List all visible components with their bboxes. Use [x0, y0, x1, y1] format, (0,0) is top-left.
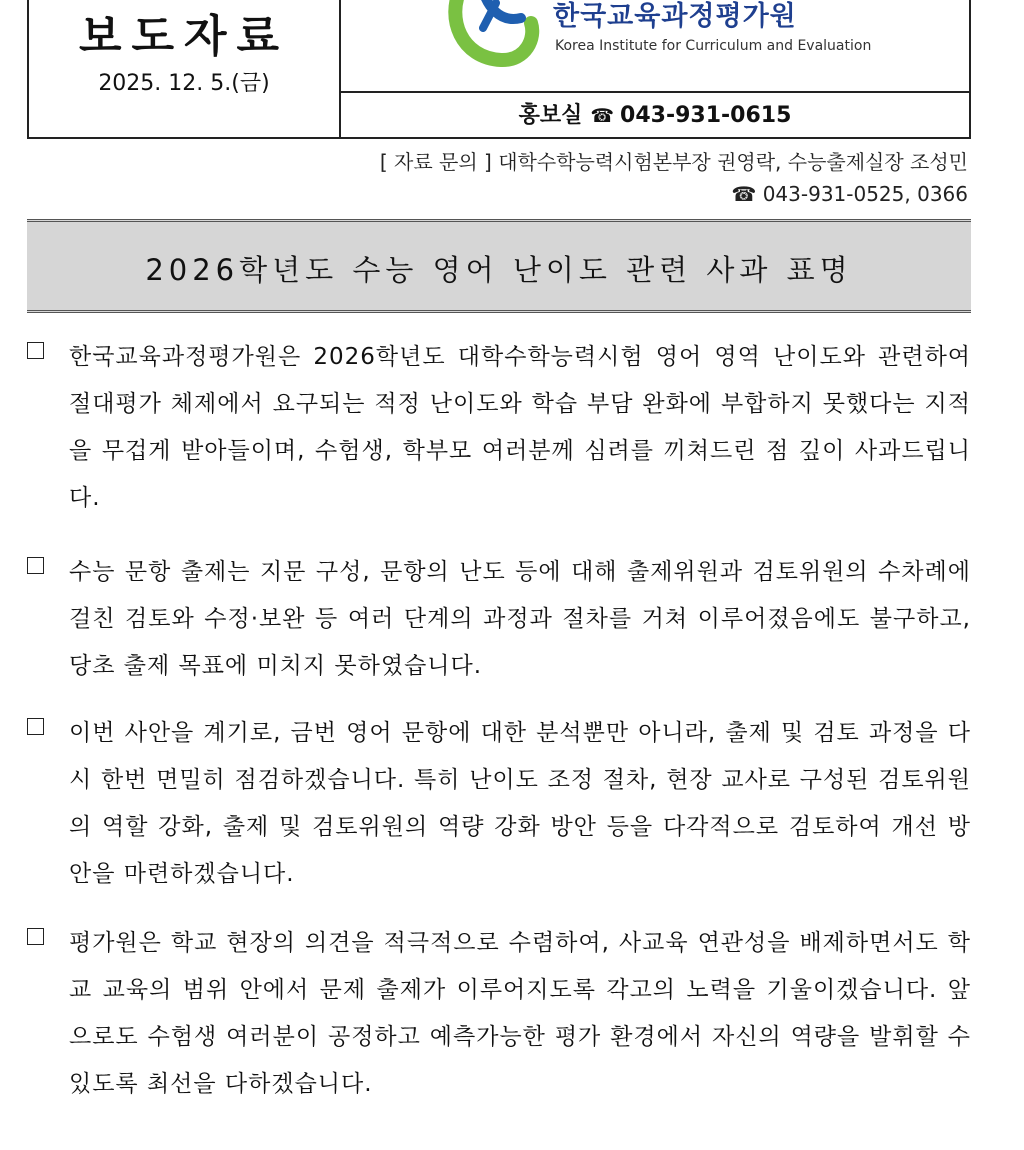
- pr-phone-number: 043-931-0615: [620, 103, 792, 128]
- doc-type-label: 보도자료: [78, 11, 289, 62]
- org-logo-area: [341, 0, 969, 93]
- phone-icon: ☎: [731, 182, 757, 206]
- paragraph-text: 이번 사안을 계기로, 금번 영어 문항에 대한 분석뿐만 아니라, 출제 및 검토 과정을 다시 한번 면밀히 점검하겠습니다. 특히 난이도 조정 절차, 현장 교사로 구성된 검토위원의 역할 강화, 출제 및 검토위원의 역량 강화 방안 등을 다각적으로 검토하여 개선 방안을 마련하겠습니다.: [69, 720, 971, 887]
- pr-office-contact: [341, 98, 969, 129]
- checkbox-bullet-icon: [27, 342, 44, 359]
- paragraph-4: [27, 920, 971, 1110]
- document-title: 2026학년도 수능 영어 난이도 관련 사과 표명: [145, 253, 853, 287]
- header-left-panel: [29, 0, 341, 137]
- checkbox-bullet-icon: [27, 718, 44, 735]
- header-box: [27, 0, 971, 139]
- org-name-korean: 한국교육과정평가원: [553, 1, 797, 32]
- checkbox-bullet-icon: [27, 557, 44, 574]
- inquiry-phone-numbers: 043-931-0525, 0366: [762, 182, 968, 206]
- paragraph-3: [27, 710, 971, 900]
- paragraph-text: 수능 문항 출제는 지문 구성, 문항의 난도 등에 대해 출제위원과 검토위원의 수차례에 걸친 검토와 수정·보완 등 여러 단계의 과정과 절차를 거쳐 이루어졌음에도 불구하고, 당초 출제 목표에 미치지 못하였습니다.: [69, 559, 971, 679]
- org-name-english: Korea Institute for Curriculum and Evaluation: [555, 38, 872, 54]
- paragraph-1: [27, 334, 971, 524]
- paragraph-text: 평가원은 학교 현장의 의견을 적극적으로 수렴하여, 사교육 연관성을 배제하면서도 학교 교육의 범위 안에서 문제 출제가 이루어지도록 각고의 노력을 기울이겠습니다. 앞으로도 수험생 여러분이 공정하고 예측가능한 평가 환경에서 자신의 역량을 발휘할 수 있도록 최선을 다하겠습니다.: [69, 930, 971, 1097]
- paragraph-text: 한국교육과정평가원은 2026학년도 대학수학능력시험 영어 영역 난이도와 관련하여 절대평가 체제에서 요구되는 적정 난이도와 학습 부담 완화에 부합하지 못했다는 지적을 무겁게 받아들이며, 수험생, 학부모 여러분께 심려를 끼쳐드린 점 깊이 사과드립니다.: [69, 344, 971, 511]
- doc-date: 2025. 12. 5.(금): [98, 71, 270, 96]
- checkbox-bullet-icon: [27, 928, 44, 945]
- pr-office-label: 홍보실: [518, 103, 583, 128]
- header-right-panel: [341, 0, 969, 137]
- inquiry-contact: [ 자료 문의 ] 대학수학능력시험본부장 권영락, 수능출제실장 조성민: [379, 150, 968, 174]
- phone-icon: ☎: [590, 105, 615, 127]
- paragraph-2: [27, 549, 971, 694]
- title-band: [27, 219, 971, 313]
- org-logo-icon: [441, 0, 541, 78]
- inquiry-phone-line: [731, 182, 968, 206]
